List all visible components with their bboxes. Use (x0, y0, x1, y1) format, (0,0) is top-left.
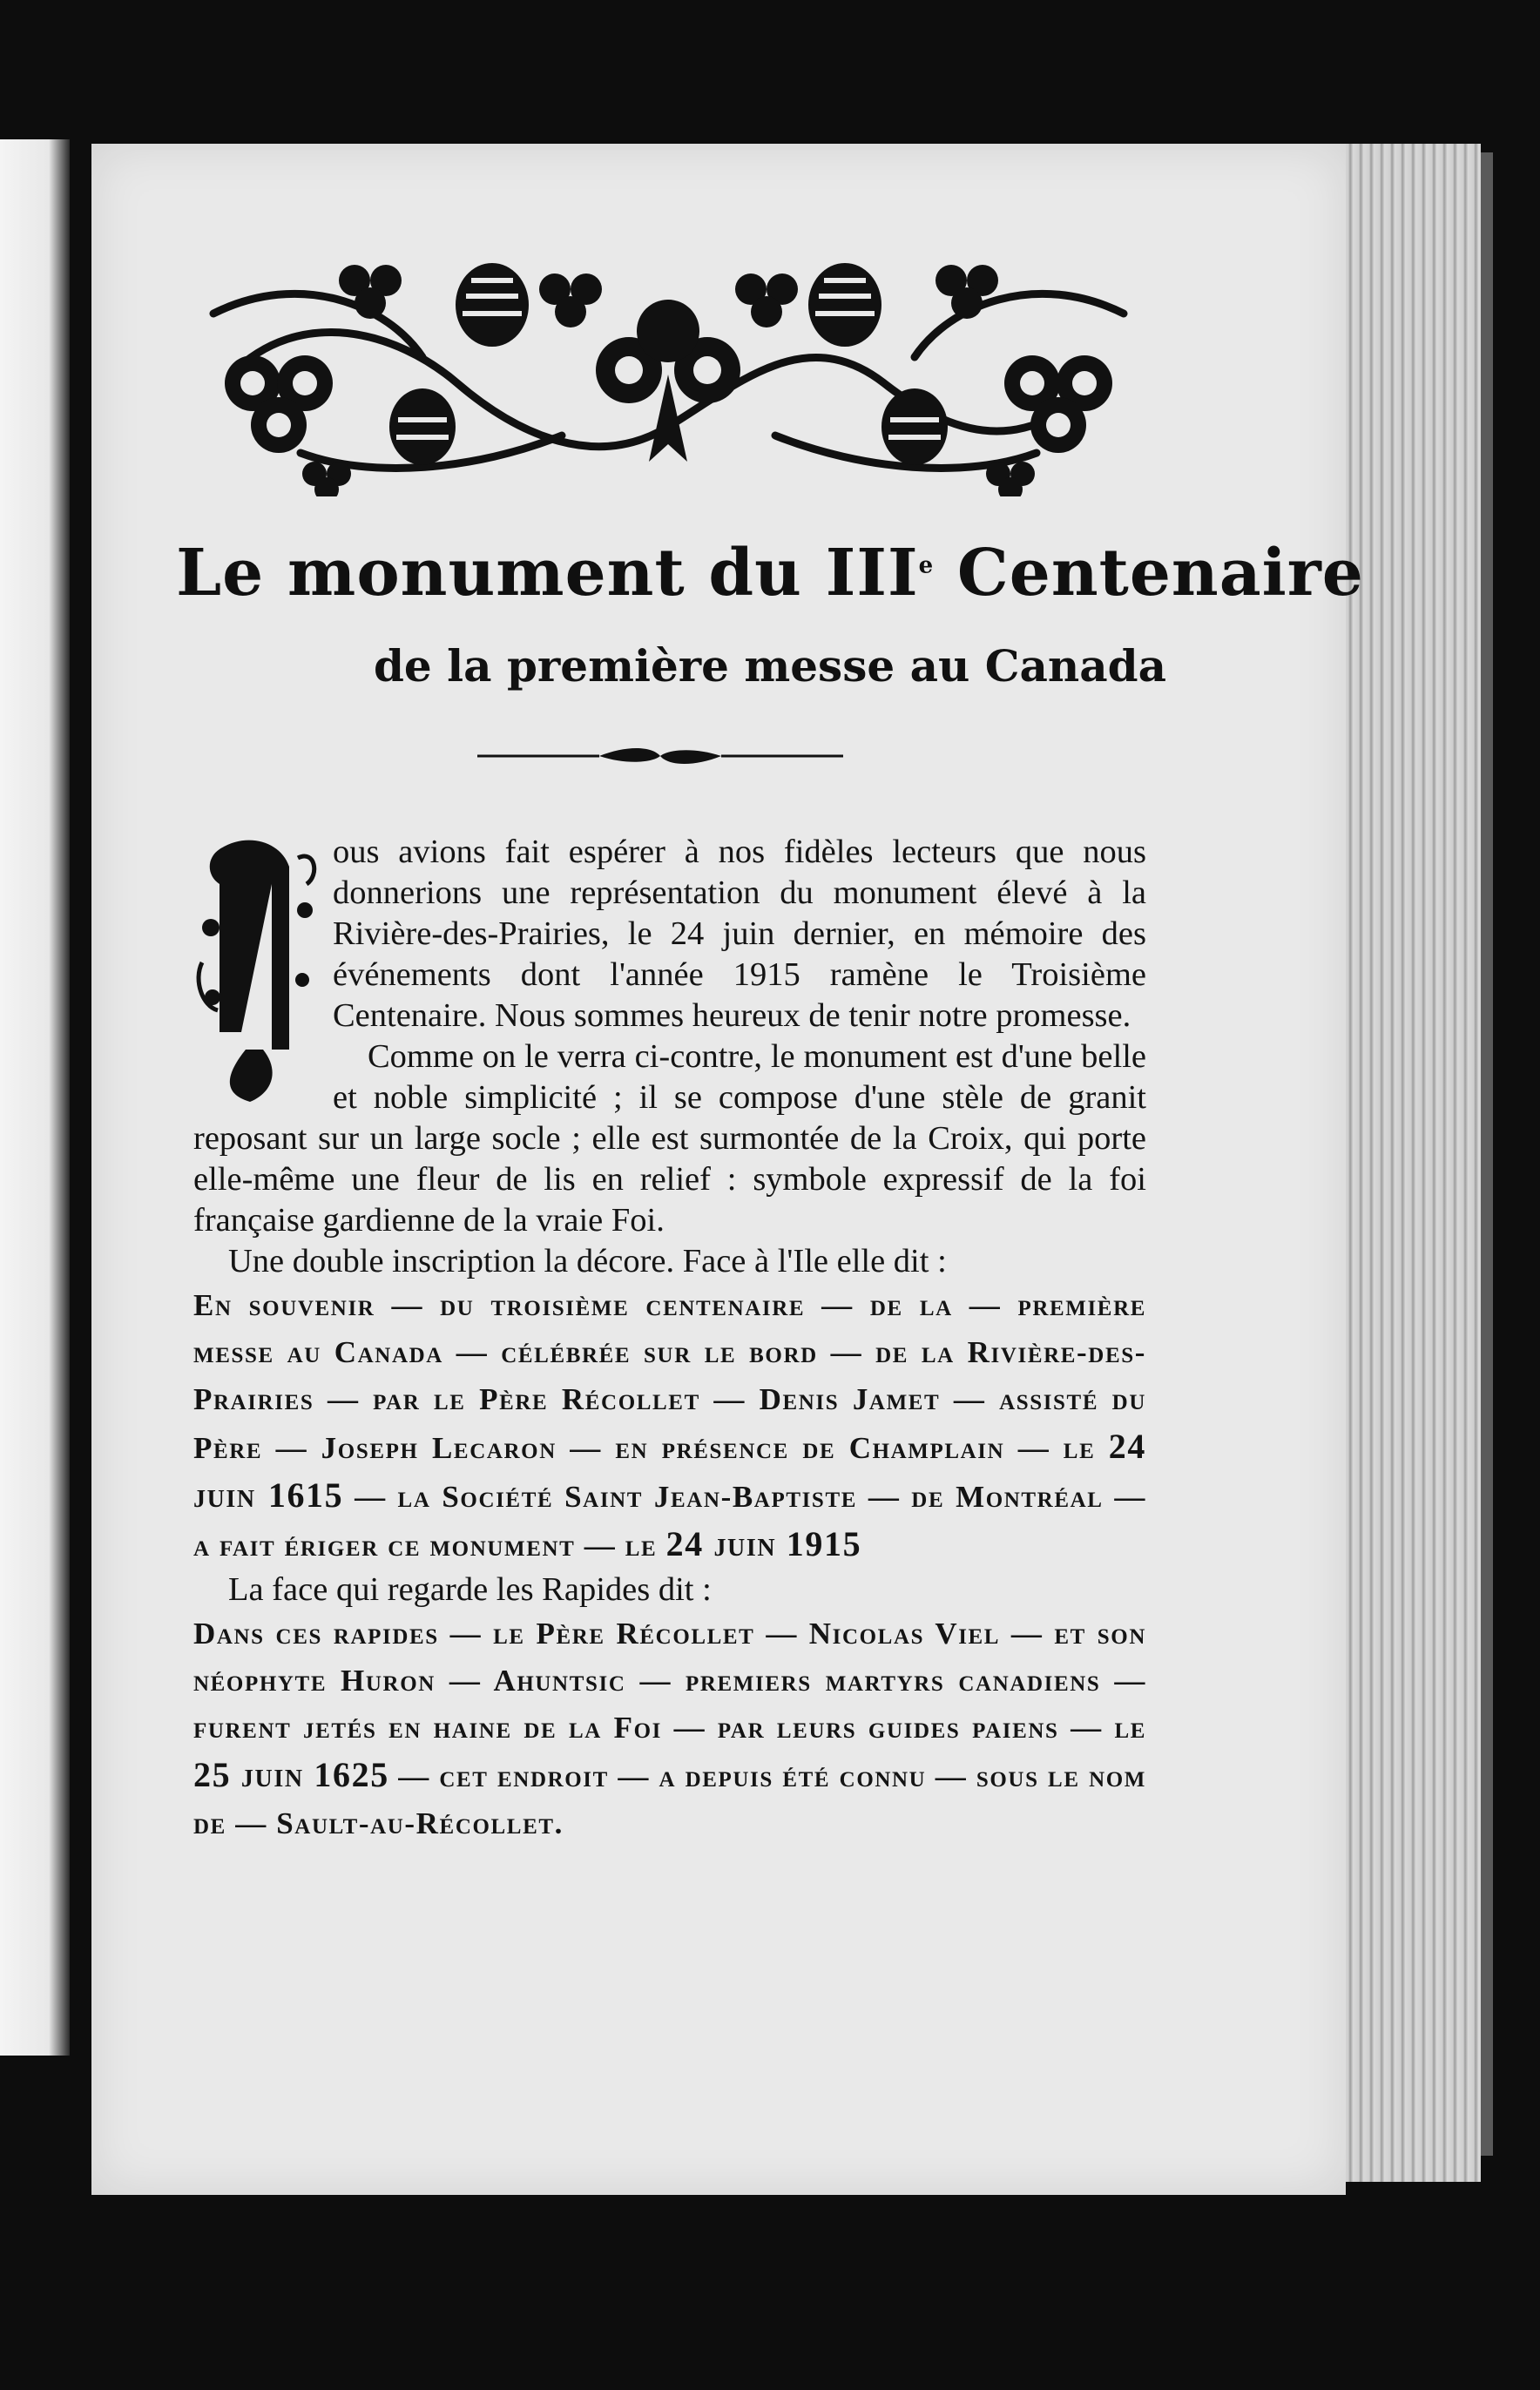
page-title (0, 536, 1540, 611)
page-stack-edge (1333, 144, 1481, 2182)
inscription-ile-date-1: 24 juin 1615 (193, 1427, 1146, 1515)
small-clover-icon (735, 273, 798, 327)
page-subtitle: de la première messe au Canada (373, 640, 1167, 692)
title-text: Le monument du III (176, 536, 919, 611)
thistle-icon (389, 388, 456, 465)
inscription-ile-text-b: — la Société Saint Jean-Baptiste — de Montréal — a fait ériger ce monument — le (193, 1480, 1146, 1563)
thistle-icon (881, 388, 948, 465)
small-clover-icon (302, 462, 351, 496)
small-clover-icon (539, 273, 602, 327)
clover-right-icon (1004, 355, 1112, 453)
inscription-ile-text-a: En souvenir — du troisième centenaire — de la — première messe au Canada — célébrée sur le bord — de la Rivière-des-Prairies — par le Père Récollet — Denis Jamet — assisté du Père — Joseph Lecaron — en présence de Champlain — le (193, 1288, 1146, 1465)
inscription-rapides (193, 1610, 1146, 1847)
paragraph-intro: ous avions fait espérer à nos fidèles lecteurs que nous donnerions une représentation du monument élevé à la Rivière-des-Prairies, le 24 juin dernier, en mémoire des événements dont l'année 1915 ramène le Troisième Centenaire. Nous sommes heureux de tenir notre promesse. (333, 834, 1146, 1034)
small-clover-icon (935, 265, 998, 319)
title-text-tail: Centenaire (934, 536, 1364, 611)
inscription-ile (193, 1282, 1146, 1570)
inscription-rapides-text-b: — cet endroit — a depuis été connu — sous le nom de — Sault-au-Récollet. (193, 1759, 1146, 1840)
divider-ornament (477, 746, 843, 766)
thistle-icon (456, 263, 529, 347)
paragraph-inscription-intro: Une double inscription la décore. Face à l'Ile elle dit : (228, 1243, 947, 1279)
thistle-icon (808, 263, 881, 347)
inscription-rapides-text-a: Dans ces rapides — le Père Récollet — Nicolas Viel — et son néophyte Huron — Ahuntsic — premiers martyrs canadiens — furent jetés en haine de la Foi — par leurs guides paiens — le (193, 1617, 1146, 1745)
small-clover-icon (339, 265, 402, 319)
decorated-initial (193, 832, 324, 1106)
paragraph-rapides-intro: La face qui regarde les Rapides dit : (228, 1571, 712, 1608)
page-stack-shadow (1481, 152, 1493, 2156)
left-book-edge (0, 139, 70, 2056)
title-superscript: e (918, 552, 935, 579)
paragraph-description: Comme on le verra ci-contre, le monument est d'une belle et noble simplicité ; il se compose d'une stèle de granit reposant sur un large socle ; elle est surmontée de la Croix, qui porte elle-même une fleur de lis en relief : symbole expressif de la foi française gardienne de la vraie Foi. (193, 1038, 1146, 1239)
small-clover-icon (986, 462, 1035, 496)
inscription-rapides-date: 25 juin 1625 (193, 1755, 389, 1794)
inscription-ile-date-2: 24 juin 1915 (665, 1524, 862, 1563)
center-flower-icon (596, 300, 740, 462)
clover-left-icon (225, 355, 333, 453)
floral-ornament-header (196, 253, 1141, 496)
article-body (193, 832, 1146, 1847)
